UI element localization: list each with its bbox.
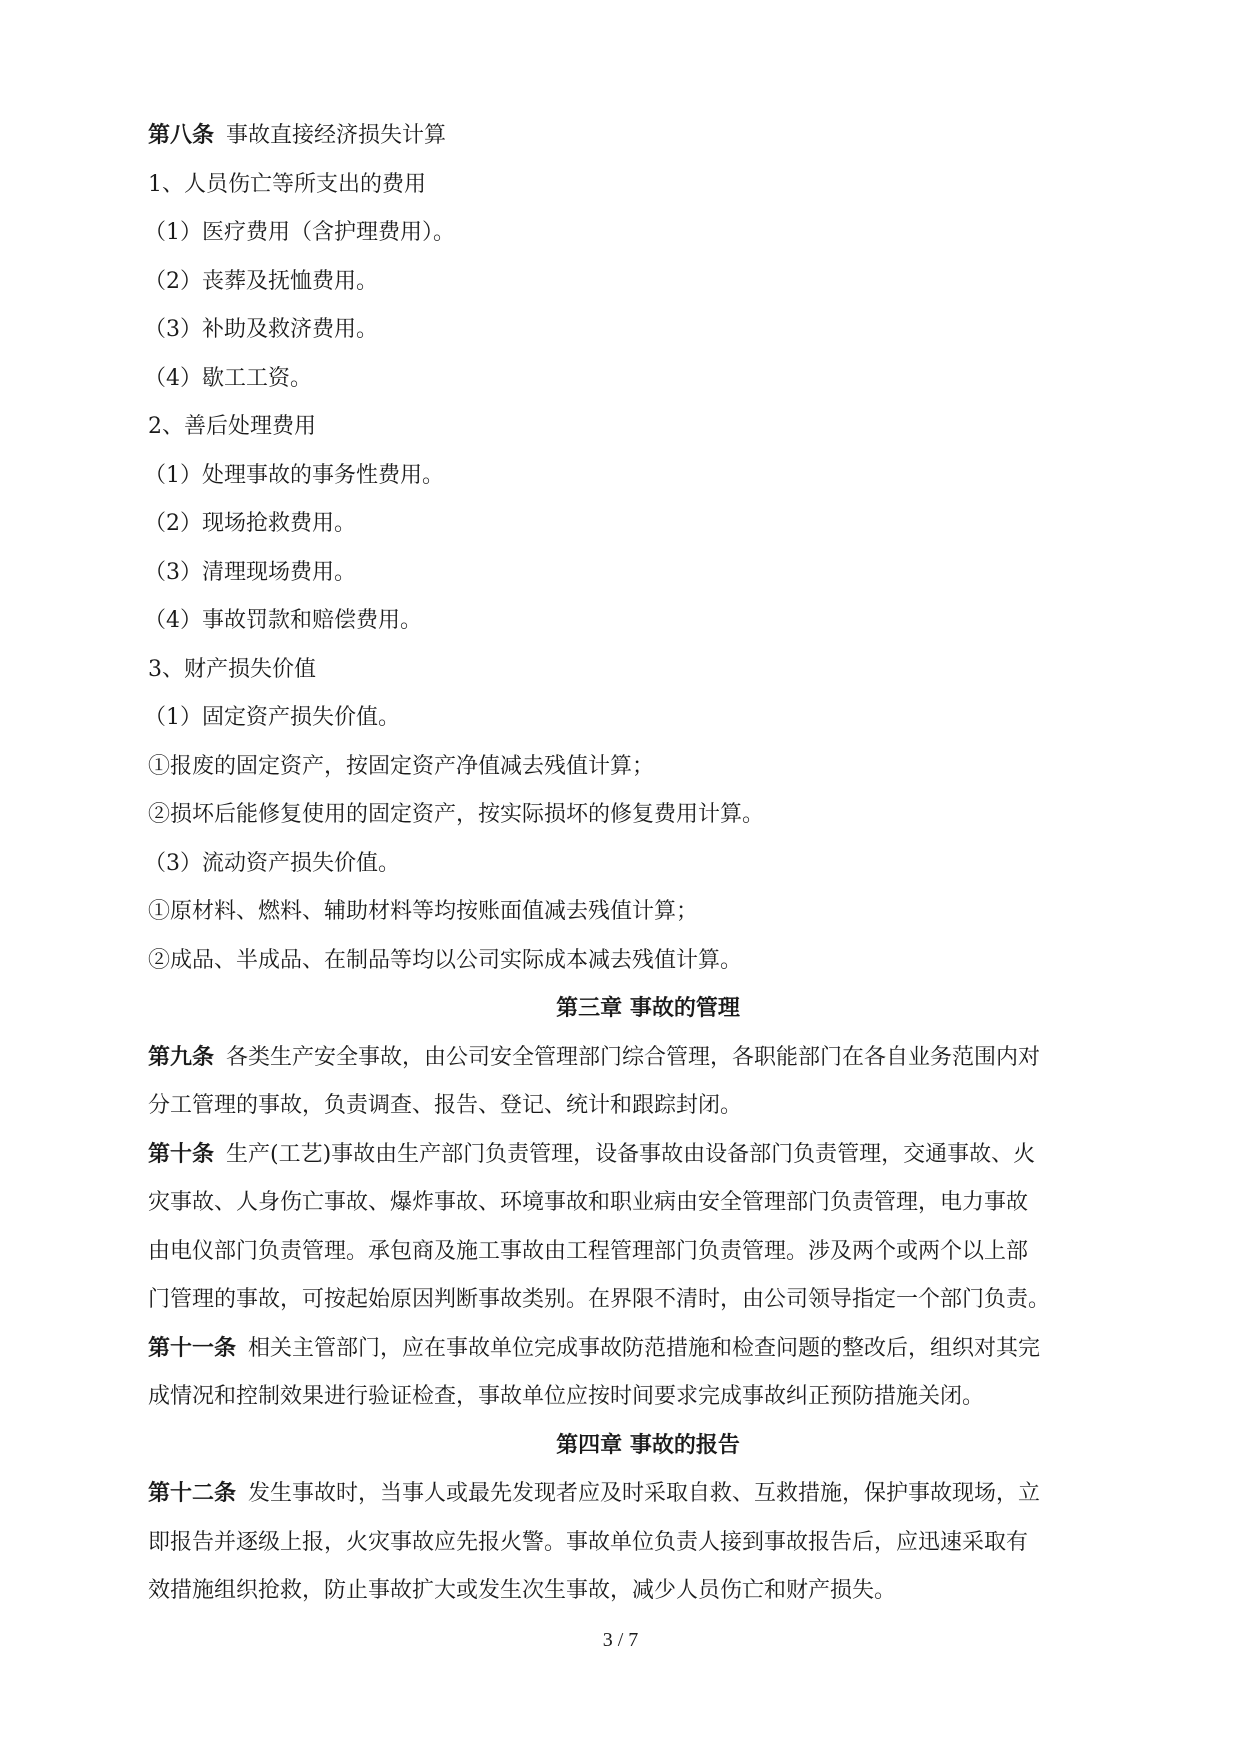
article-9: [148, 1034, 1148, 1131]
article-10: [148, 1131, 1148, 1325]
section-3-item-1-a: ①报废的固定资产，按固定资产净值减去残值计算；: [148, 753, 655, 779]
section-3-item-1: （1）固定资产损失价值。: [144, 705, 400, 730]
article-9-line-2: 分工管理的事故，负责调查、报告、登记、统计和跟踪封闭。: [148, 1093, 743, 1118]
section-3-heading: 3、财产损失价值: [148, 656, 316, 682]
article-12-label: 第十二条: [148, 1481, 237, 1506]
article-10-line-3: 由电仪部门负责管理。承包商及施工事故由工程管理部门负责管理。涉及两个或两个以上部: [148, 1238, 1029, 1264]
section-1-item-4: （4）歇工工资。: [144, 365, 312, 391]
article-11-line-1: 相关主管部门，应在事故单位完成事故防范措施和检查问题的整改后，组织对其完: [248, 1335, 1041, 1361]
document-page: [144, 112, 1148, 1616]
section-2-item-4: （4）事故罚款和赔偿费用。: [144, 608, 422, 633]
article-8-label: 第八条: [148, 123, 215, 148]
article-8-heading: [148, 112, 1148, 161]
article-10-label: 第十条: [148, 1141, 215, 1167]
article-11-line-2: 成情况和控制效果进行验证检查，事故单位应按时间要求完成事故纠正预防措施关闭。: [148, 1384, 985, 1409]
section-1-item-1: （1）医疗费用（含护理费用）。: [144, 220, 455, 245]
article-11-label: 第十一条: [148, 1335, 237, 1361]
article-12-line-3: 效措施组织抢救，防止事故扩大或发生次生事故，减少人员伤亡和财产损失。: [148, 1578, 897, 1603]
article-9-label: 第九条: [148, 1044, 215, 1070]
page-number: 3 / 7: [602, 1629, 639, 1651]
article-11: [148, 1325, 1148, 1422]
section-3-item-3-a: ①原材料、燃料、辅助材料等均按账面值减去残值计算；: [148, 899, 699, 924]
article-12: [148, 1470, 1148, 1616]
article-12-line-2: 即报告并逐级上报，火灾事故应先报火警。事故单位负责人接到事故报告后，应迅速采取有: [148, 1529, 1029, 1555]
section-3-item-3-b: ②成品、半成品、在制品等均以公司实际成本减去残值计算。: [148, 947, 743, 973]
section-1-item-2: （2）丧葬及抚恤费用。: [144, 268, 378, 294]
section-2-item-1: （1）处理事故的事务性费用。: [144, 462, 444, 488]
article-10-line-4: 门管理的事故，可按起始原因判断事故类别。在界限不清时，由公司领导指定一个部门负责。: [148, 1287, 1051, 1312]
chapter-3-title: 第三章 事故的管理: [556, 996, 740, 1021]
section-2-item-2: （2）现场抢救费用。: [144, 511, 356, 536]
chapter-4-title: 第四章 事故的报告: [556, 1432, 740, 1458]
section-2-heading: 2、善后处理费用: [148, 414, 316, 439]
section-3-item-3: （3）流动资产损失价值。: [144, 850, 400, 876]
section-2-item-3: （3）清理现场费用。: [144, 559, 356, 585]
article-10-line-1: 生产(工艺)事故由生产部门负责管理，设备事故由设备部门负责管理，交通事故、火: [226, 1141, 1036, 1167]
section-1-item-3: （3）补助及救济费用。: [144, 317, 378, 342]
article-12-line-1: 发生事故时，当事人或最先发现者应及时采取自救、互救措施，保护事故现场，立: [248, 1481, 1041, 1506]
section-1-heading: 1、人员伤亡等所支出的费用: [148, 171, 426, 197]
article-9-line-1: 各类生产安全事故，由公司安全管理部门综合管理，各职能部门在各自业务范围内对: [226, 1044, 1041, 1070]
article-10-line-2: 灾事故、人身伤亡事故、爆炸事故、环境事故和职业病由安全管理部门负责管理，电力事故: [148, 1190, 1029, 1215]
section-3-item-1-b: ②损坏后能修复使用的固定资产，按实际损坏的修复费用计算。: [148, 802, 765, 827]
article-8-title: 事故直接经济损失计算: [226, 123, 447, 148]
